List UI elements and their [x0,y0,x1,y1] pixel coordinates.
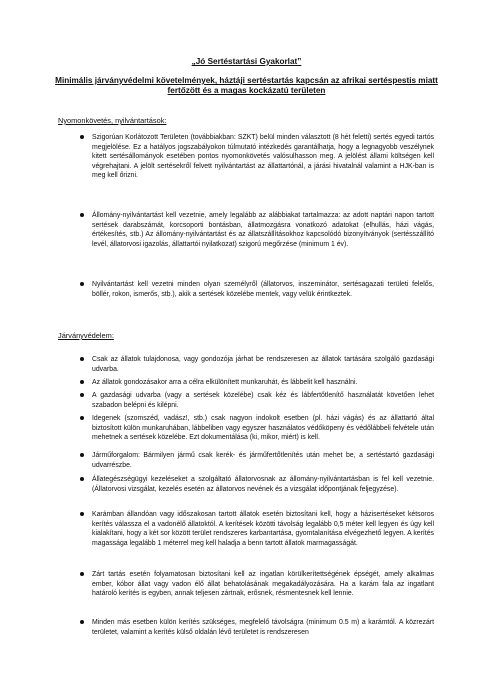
list-item-text: Az állatok gondozásakor arra a célra elkülönített munkaruhát, és lábbelit kell használni. [92,379,358,386]
bullet-icon [80,620,84,624]
bullet-icon [80,135,84,139]
list-item-text: Állomány-nyilvántartást kell vezetnie, amely legalább az alábbiakat tartalmazza: az adott naptári napon tartott sertések darabszámát, korcsoporti bontásban, állatmozgásra vonatkozó adatokat (elhullás, házi vágás, értékesítés, stb.) Az állomány-nyilvántartást és az állatszállításokhoz kapcsolódó bizonyítványok (sertésszállító levél, állatorvosi igazolás, állattartói nyilatkozat) szigorú megőrzése (minimum 1 év). [92,212,434,248]
document-title: „Jó Sertéstartási Gyakorlat” [191,57,302,66]
list-item-text: Karámban állandóan vagy időszakosan tartott állatok esetén biztosítani kell, hogy a házisertéseket kétsoros kerítés válassza el a vadonélő állatoktól. A kerítések közötti távolság legalább 0,5 méter kell legyen és úgy kell kialakítani, hogy a két sor között terület rendszeres karbantartása, gyomtalanítása elvégezhető legyen. A kerítés magassága legalább 1 méterrel meg kell haladja a benn tartott állatok marmagasságát. [92,511,434,547]
bullet-icon [80,572,84,576]
bullet-icon [80,416,84,420]
section-heading-tracking: Nyomonkövetés, nyilvántartások: [58,116,167,125]
list-item-text: Minden más esetben külön kerítés szükséges, megfelelő távolságra (minimum 0.5 m) a karámtól. A közrezárt területet, valamint a kerítés külső oldalán lévő területet is rendszeresen [92,619,434,636]
bullet-icon [80,393,84,397]
list-item-text: Állategészségügyi kezeléseket a szolgáltató állatorvosnak az állomány-nyilvántartásban is fel kell vezetnie. (Állatorvosi vizsgálat, kezelés esetén az állatorvos nevének és a vizsgálat időpontjának feljegyzése). [92,476,434,493]
bullet-icon [80,512,84,516]
list-item-text: Zárt tartás esetén folyamatosan biztosítani kell az ingatlan körülkerítettségének épségét, amely alkalmas ember, kóbor állat vagy vadon élő állat behatolásának megakadályozására. Ha a karám fala az ingatlant határoló kerítés is egyben, annak teljesen zártnak, erősnek, résmentesnek kell lennie. [92,571,434,597]
bullet-icon [80,282,84,286]
section-heading-epidemic-protection: Járványvédelem: [58,331,114,340]
bullet-icon [80,357,84,361]
list-item-text: Nyilvántartást kell vezetni minden olyan személyről (állatorvos, inszeminátor, sertésagazati területi felelős, böllér, rokon, ismerős, stb.), akik a sertések közelébe mentek, vagy velük érintkeztek. [92,281,434,298]
list-item-text: A gazdasági udvarba (vagy a sertések közelébe) csak kéz és lábfertőtlenítő használatát követően lehet szabadon belépni és kilépni. [92,392,434,409]
list-item-text: Idegenek (szomszéd, vadász!, stb.) csak nagyon indokolt esetben (pl. házi vágás) és az állattartó által biztosított külön munkaruhában, lábbeliben vagy egyszer használatos védőköpeny és védőlábbeli felvétele után mehetnek a sertések közelébe. Ezt dokumentálása (ki, mikor, miért) is kell. [92,415,434,441]
list-item-text: Csak az állatok tulajdonosa, vagy gondozója járhat be rendszeresen az állatok tartására szolgáló gazdasági udvarba. [92,356,434,373]
document-subtitle: Minimális járványvédelmi követelmények, háztáji sertéstartás kapcsán az afrikai sertéspestis miatt fertőzött és a magas kockázatú területen [55,76,438,96]
list-item-text: Szigorúan Korlátozott Területen (továbbiakban: SZKT) belül minden választott (8 hét feletti) sertés egyedi tartós megjelölése. Ez a hatályos jogszabályokon túlmutató intézkedés garantálhatja, hogy a legnagyobb veszélynek kitett sertésállományok esetében pontos nyomonkövetés valósulhasson meg. A jelölést állami költségen kell végrehajtani. A jelölt sertésekről felvett nyilvántartást az állattartónál, a járási hivatalnál valamint a HJK-ban is meg kell őrizni. [92,134,434,179]
bullet-icon [80,213,84,217]
list-item-text: Járműforgalom: Bármilyen jármű csak kerék- és járműfertőtlenítés után mehet be, a sertéstartó gazdasági udvarrészbe. [92,452,434,469]
bullet-icon [80,453,84,457]
bullet-icon [80,477,84,481]
bullet-icon [80,380,84,384]
